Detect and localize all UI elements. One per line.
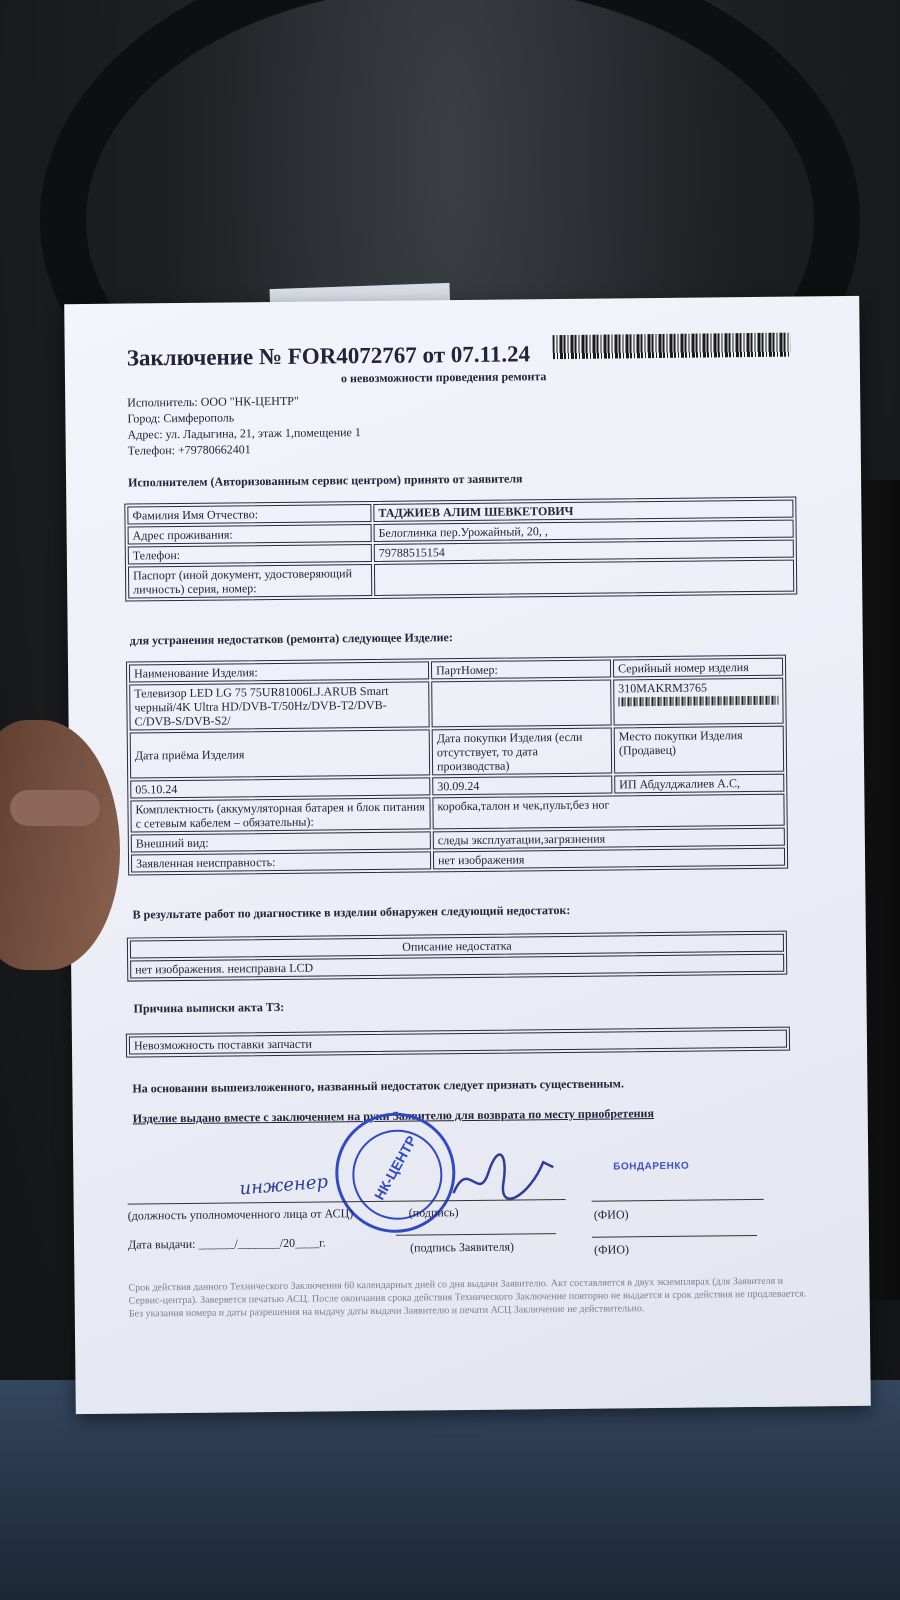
document-subtitle: о невозможности проведения ремонта [340,369,547,386]
applicant-sign-caption: (подпись Заявителя) [410,1239,515,1255]
received-header: Дата приёма Изделия [130,729,430,778]
section-reason: Причина выписки акта ТЗ: [133,999,285,1016]
city: Город: Симферополь [127,410,235,426]
section-accepted: Исполнителем (Авторизованным сервис центром) принято от заявителя [128,471,523,490]
appearance-label: Внешний вид: [131,831,431,852]
purchase-place: ИП Абдулджалиев А.С, [614,774,784,794]
issue-date: Дата выдачи: ______/_______/20____г. [127,1235,326,1252]
thumb [10,790,100,826]
fio-caption: (ФИО) [593,1207,629,1222]
part-number [431,679,611,727]
received-date: 05.10.24 [130,777,430,798]
defect-header: Описание недостатка [130,934,784,959]
fault-label: Заявленная неисправность: [131,851,431,872]
fio-line-2 [592,1235,757,1238]
name-stamp: БОНДАРЕНКО [613,1160,690,1173]
part-header: ПартНомер: [431,659,611,679]
place-header: Место покупки Изделия (Продавец) [614,726,784,774]
table-row [130,726,784,779]
fio-line [592,1199,764,1202]
phone: Телефон: +79780662401 [127,442,251,458]
executor: Исполнитель: ООО "НК-ЦЕНТР" [127,393,299,410]
product-table [126,655,788,876]
row-value: Белоглинка пер.Урожайный, 20, , [374,520,794,542]
serial-number-text: 310MAKRM3765 [618,680,708,696]
table-row [130,794,784,833]
conclusion-text: На основании вышеизложенного, названный недостаток следует признать существенным. [132,1076,624,1096]
purchase-date: 30.09.24 [432,775,612,795]
purchase-header: Дата покупки Изделия (если отсутствует, то дата производства) [432,727,612,775]
footer-note: Срок действия данного Технического Заключения 60 календарных дней со дня выдачи Заявителю. Акт составляется в двух экземплярах (для Заявителя и Сервис-центра). Заверяется печатью АСЦ. После окончания срока действия Технического Заключение повторно не выдается и срок действия не продлевается. Без указания номера и даты разрешения на выдачу даты выдачи Заявителю и печати АСЦ Заключение не действительно. [128,1275,807,1320]
table-row [129,678,783,731]
serial-number [613,678,783,726]
signature-caption: (подпись) [408,1205,459,1220]
row-value [374,560,794,596]
stamp-text: НК-ЦЕНТР [370,1132,420,1203]
table-row [129,1030,787,1055]
product-name: Телевизор LED LG 75 75UR81006LJ.ARUB Smart черный/4K Ultra HD/DVB-T/50Hz/DVB-T2/DVB-C/DVB-S/DVB-S2/ [129,681,429,730]
row-label: Телефон: [128,544,372,565]
fio-caption-2: (ФИО) [594,1242,630,1257]
position-caption: (должность уполномоченного лица от АСЦ) [127,1206,354,1223]
handwritten-position: инженер [238,1171,329,1200]
address: Адрес: ул. Ладыгина, 21, этаж 1,помещение 1 [127,425,361,442]
row-label: Фамилия Имя Отчество: [127,504,371,525]
serial-barcode [618,696,778,707]
conclusion-document [64,296,871,1414]
table-row [128,560,794,599]
applicant-sign-line [396,1233,556,1236]
defect-table [127,931,787,982]
issued-text: Изделие выдано вместе с заключением на руки Заявителю для возврата по месту приобретения [132,1106,655,1126]
product-name-header: Наименование Изделия: [129,661,429,682]
reason-table [126,1027,790,1058]
document-title: Заключение № FOR4072767 от 07.11.24 [126,341,531,371]
row-value: ТАДЖИЕВ АЛИМ ШЕВКЕТОВИЧ [373,500,793,522]
row-label: Адрес проживания: [128,524,372,545]
applicant-table [124,497,797,602]
section-product: для устранения недостатков (ремонта) следующее Изделие: [129,630,453,648]
row-value: 79788515154 [374,540,794,562]
completeness-label: Комплектность (аккумуляторная батарея и блок питания с сетевым кабелем – обязательны): [130,797,430,832]
row-label: Паспорт (иной документ, удостоверяющий личность) серия, номер: [128,564,372,599]
section-diagnostics: В результате работ по диагностике в изделии обнаружен следующий недостаток: [132,902,571,922]
appearance-value: следы эксплуатации,загрязнения [433,828,785,850]
serial-header: Серийный номер изделия [613,658,783,678]
defect-value: нет изображения. неисправна LCD [130,954,784,979]
fault-value: нет изображения [433,848,785,870]
reason-value: Невозможность поставки запчасти [129,1030,787,1055]
completeness-value: коробка,талон и чек,пульт,без ног [432,794,784,830]
barcode [553,333,791,359]
